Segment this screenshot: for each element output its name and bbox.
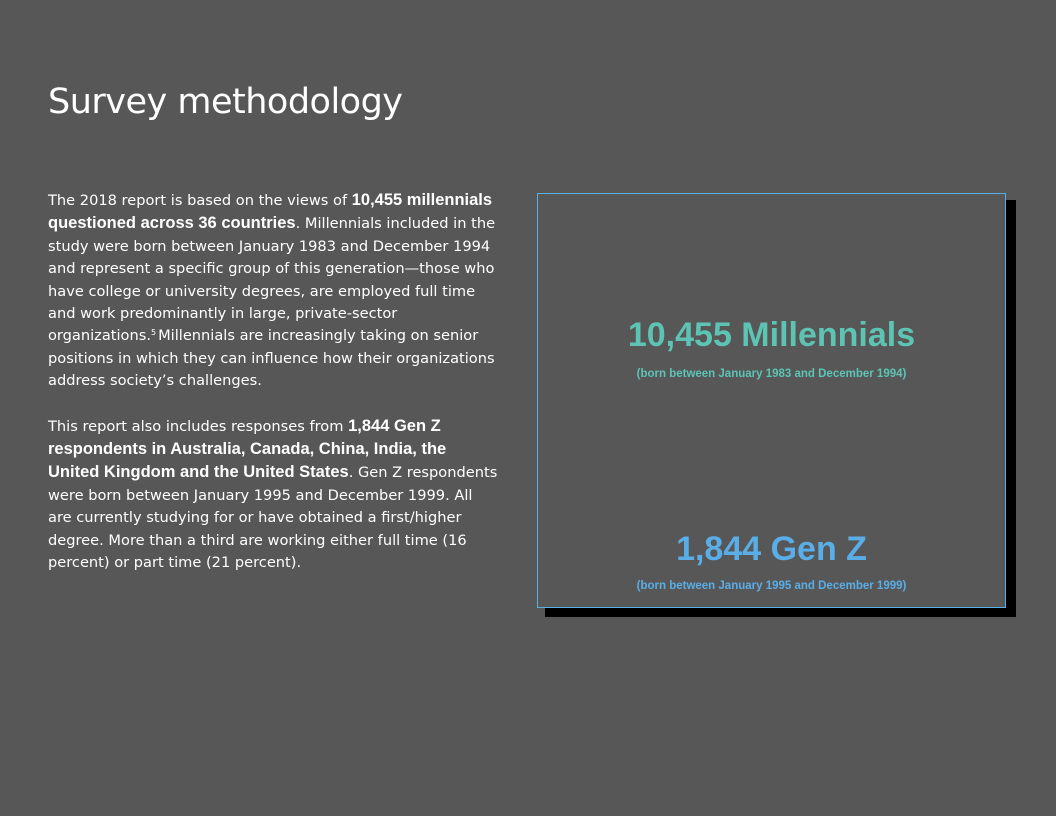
page-title: Survey methodology [48,82,403,122]
genz-count: 1,844 Gen Z [676,530,867,568]
millennials-intro-text: The 2018 report is based on the views of [48,192,352,209]
genz-birth-range: (born between January 1995 and December 1999) [636,580,907,592]
millennials-birth-range: (born between January 1983 and December 1994) [636,368,907,380]
footnote-marker: 5 [150,327,157,337]
millennials-closing-text: Millennials are increasingly taking on senior positions in which they can influence how their organizations address society’s challenges. [48,327,495,390]
millennials-paragraph [48,189,498,393]
genz-highlight: 1,844 Gen Z respondents in Australia, Canada, China, India, the United Kingdom and the United States [48,416,447,482]
millennials-detail-text: . Millennials included in the study were born between January 1983 and December 1994 and represent a specific group of this generation—those who have college or university degrees, are employed full time and work predominantly in large, private-sector organizations. [48,215,496,345]
respondent-stats-card [537,193,1006,608]
genz-detail-text: . Gen Z respondents were born between January 1995 and December 1999. All are currently studying for or have obtained a first/higher degree. More than a third are working either full time (16 percent) or part time (21 percent). [48,464,498,572]
millennials-count: 10,455 Millennials [627,316,916,354]
millennials-highlight: 10,455 millennials questioned across 36 countries [48,191,493,233]
genz-intro-text: This report also includes responses from [48,417,349,435]
methodology-text [48,189,498,575]
genz-paragraph [48,415,498,575]
